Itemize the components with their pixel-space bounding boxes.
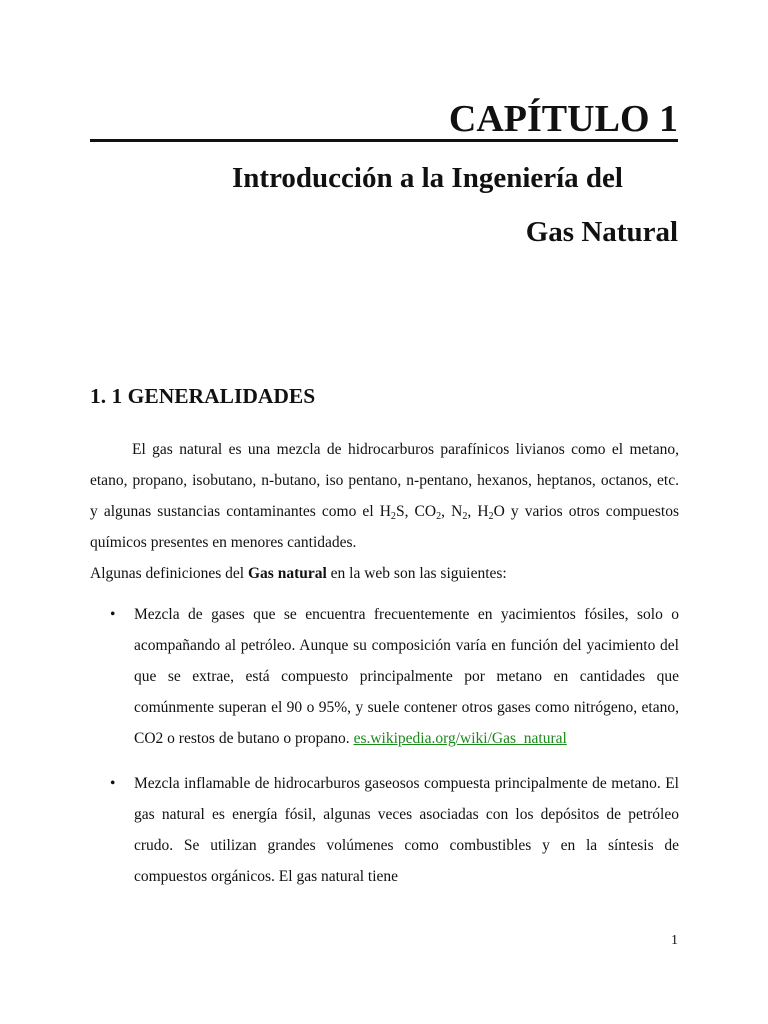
intro-text-part4: , H [467,503,489,520]
body-text [90,434,679,906]
intro-text-part5: O y varios otros compuestos químicos presentes en menores cantidades. [90,503,679,551]
chapter-rule [90,139,678,142]
definitions-intro-before: Algunas definiciones del [90,565,248,582]
list-item [90,599,679,754]
definitions-intro-paragraph [90,558,679,589]
page-number: 1 [671,933,678,948]
subscript-h2o: 2 [488,511,494,523]
definition-text: Mezcla de gases que se encuentra frecuentemente en yacimientos fósiles, solo o acompañando al petróleo. Aunque su composición varía en función del yacimiento del que se extrae, está compuesto principalmente por metano en cantidades que comúnmente superan el 90 o 95%, y suele contener otros gases como nitrógeno, etano, CO2 o restos de butano o propano. [134,606,679,747]
subscript-co2: 2 [436,511,442,523]
definitions-list [90,599,679,892]
definition-text: Mezcla inflamable de hidrocarburos gaseosos compuesta principalmente de metano. El gas natural es energía fósil, algunas veces asociadas con los depósitos de petróleo crudo. Se utilizan grandes volúmenes como combustibles y en la síntesis de compuestos orgánicos. El gas natural tiene [134,775,679,885]
chapter-subtitle-line1: Introducción a la Ingeniería del [232,162,623,194]
intro-text-part3: , N [441,503,463,520]
intro-text-part1: El gas natural es una mezcla de hidrocarburos parafínicos livianos como el metano, etano, propano, isobutano, n-butano, iso pentano, n-pentano, hexanos, heptanos, octanos, etc. y algunas sustancias contaminantes como el H [90,441,679,520]
chapter-title: CAPÍTULO 1 [448,98,678,140]
definitions-intro-after: en la web son las siguientes: [326,565,507,582]
chapter-subtitle-line2: Gas Natural [525,216,678,248]
list-item [90,768,679,892]
intro-paragraph [90,434,679,558]
subscript-h2s: 2 [390,511,396,523]
bullet-icon: • [110,606,116,623]
bullet-icon: • [110,775,116,792]
section-heading: 1. 1 GENERALIDADES [90,384,316,408]
intro-text-part2: S, CO [395,503,437,520]
subscript-n2: 2 [462,511,468,523]
definitions-intro-bold: Gas natural [247,565,327,582]
wikipedia-link[interactable]: es.wikipedia.org/wiki/Gas_natural [353,730,567,747]
